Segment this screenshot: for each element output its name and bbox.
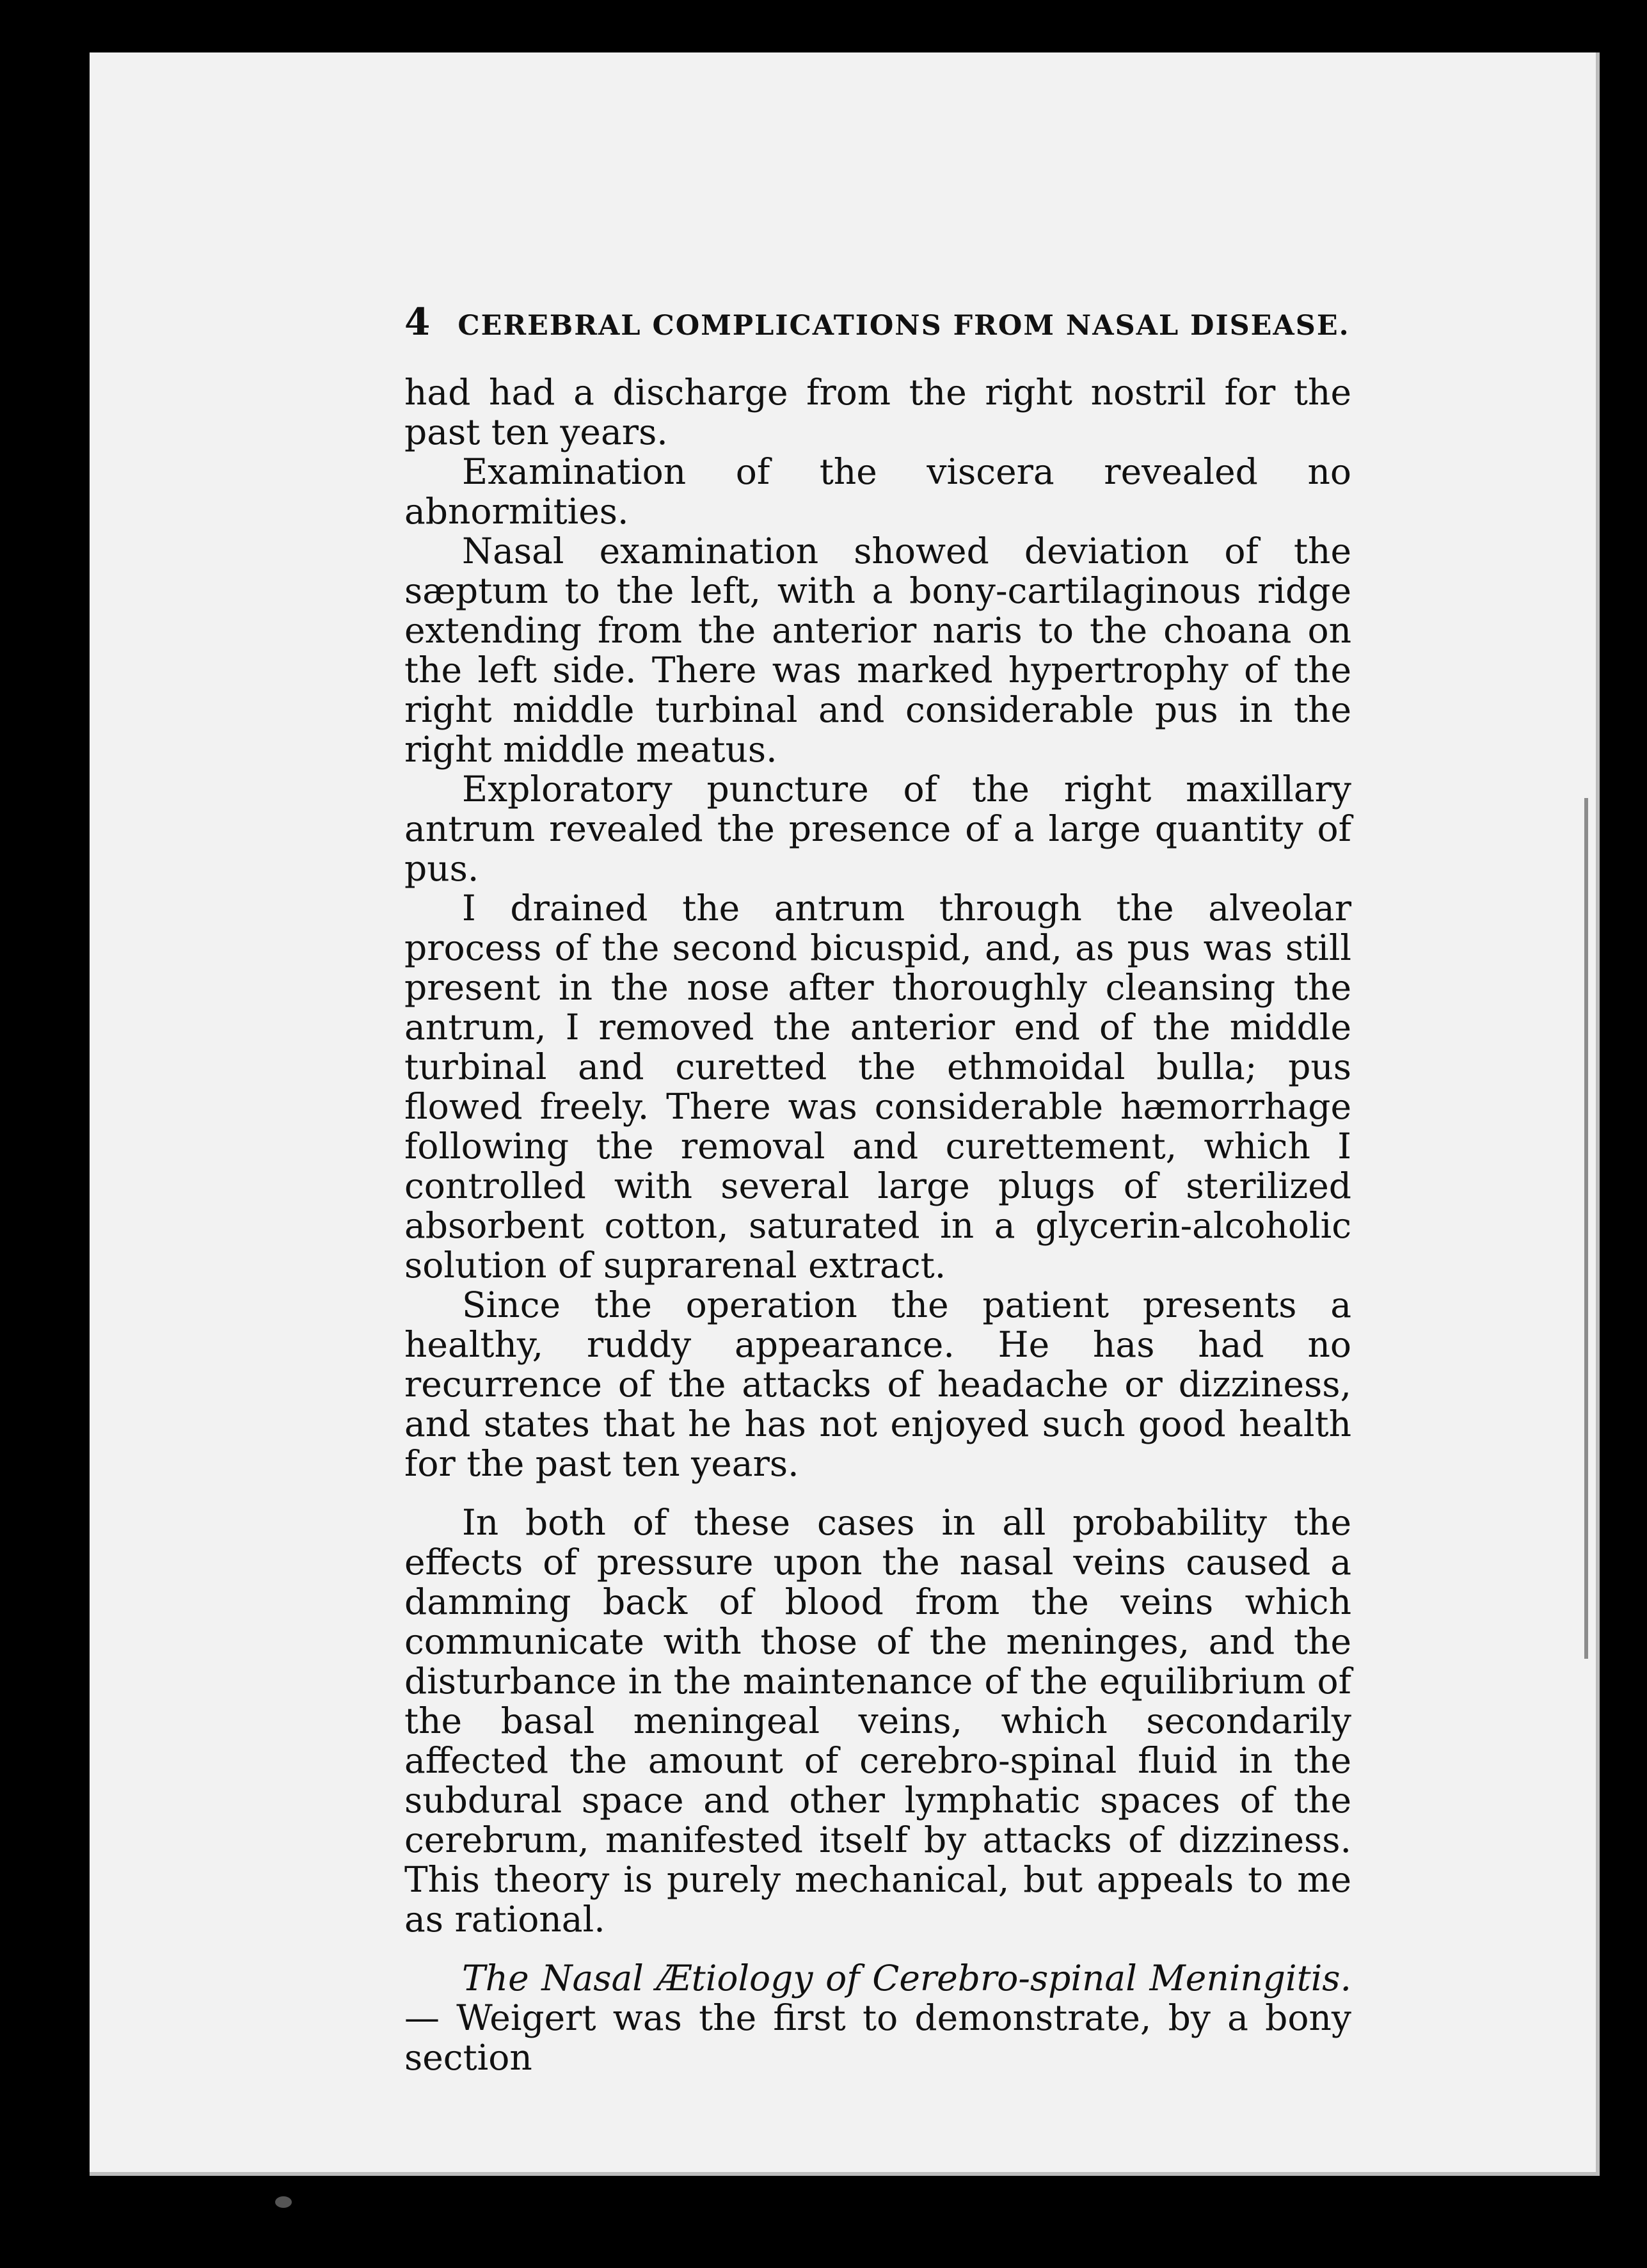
paragraph-nasal-examination: Nasal examination showed deviation of the sæptum to the left, with a bony-cartilaginous ridge extending from the anterior naris to the choana on the left side. There was marked hypertrophy of the right middle turbinal and considerable pus in the right middle meatus. [404, 531, 1351, 770]
paragraph-drainage: I drained the antrum through the alveolar process of the second bicuspid, and, as pus was still present in the nose after thoroughly cleansing the antrum, I removed the anterior end of the middle turbinal and curetted the ethmoidal bulla; pus flowed freely. There was considerable hæmorrhage following the removal and curettement, which I controlled with several large plugs of sterilized absorbent cotton, saturated in a glycerin-alcoholic solution of suprarenal extract. [404, 888, 1351, 1286]
running-title: CEREBRAL COMPLICATIONS FROM NASAL DISEASE. [458, 310, 1350, 342]
paragraph-exploratory-puncture: Exploratory puncture of the right maxillary antrum revealed the presence of a large quantity of pus. [404, 769, 1351, 889]
paragraph-theory: In both of these cases in all probability the effects of pressure upon the nasal veins caused a damming back of blood from the veins which communicate with those of the meninges, and the disturbance in the maintenance of the equilibrium of the basal meningeal veins, which secondarily affected the amount of cerebro-spinal fluid in the subdural space and other lymphatic spaces of the cerebrum, manifested itself by attacks of dizziness. This theory is purely mechanical, but appeals to me as rational. [404, 1502, 1351, 1940]
paper-speck [275, 2196, 292, 2208]
page-edge-line [1584, 798, 1588, 1659]
running-head [404, 302, 1351, 342]
page-text [404, 302, 1351, 2077]
page-number: 4 [404, 300, 431, 344]
section-heading: The Nasal Ætiology of Cerebro-spinal Meningitis. [462, 1958, 1351, 1999]
section-text: Weigert was the first to demonstrate, by a bony section [404, 1997, 1351, 2078]
paragraph-viscera: Examination of the viscera revealed no abnormities. [404, 451, 1351, 532]
em-dash: — [404, 1997, 440, 2038]
paragraph-meningitis [404, 1958, 1351, 2077]
paragraph-outcome: Since the operation the patient presents a healthy, ruddy appearance. He has had no recurrence of the attacks of headache or dizziness, and states that he has not enjoyed such good health for the past ten years. [404, 1284, 1351, 1484]
book-page [90, 52, 1600, 2176]
paragraph-continued: had had a discharge from the right nostril for the past ten years. [404, 372, 1351, 452]
